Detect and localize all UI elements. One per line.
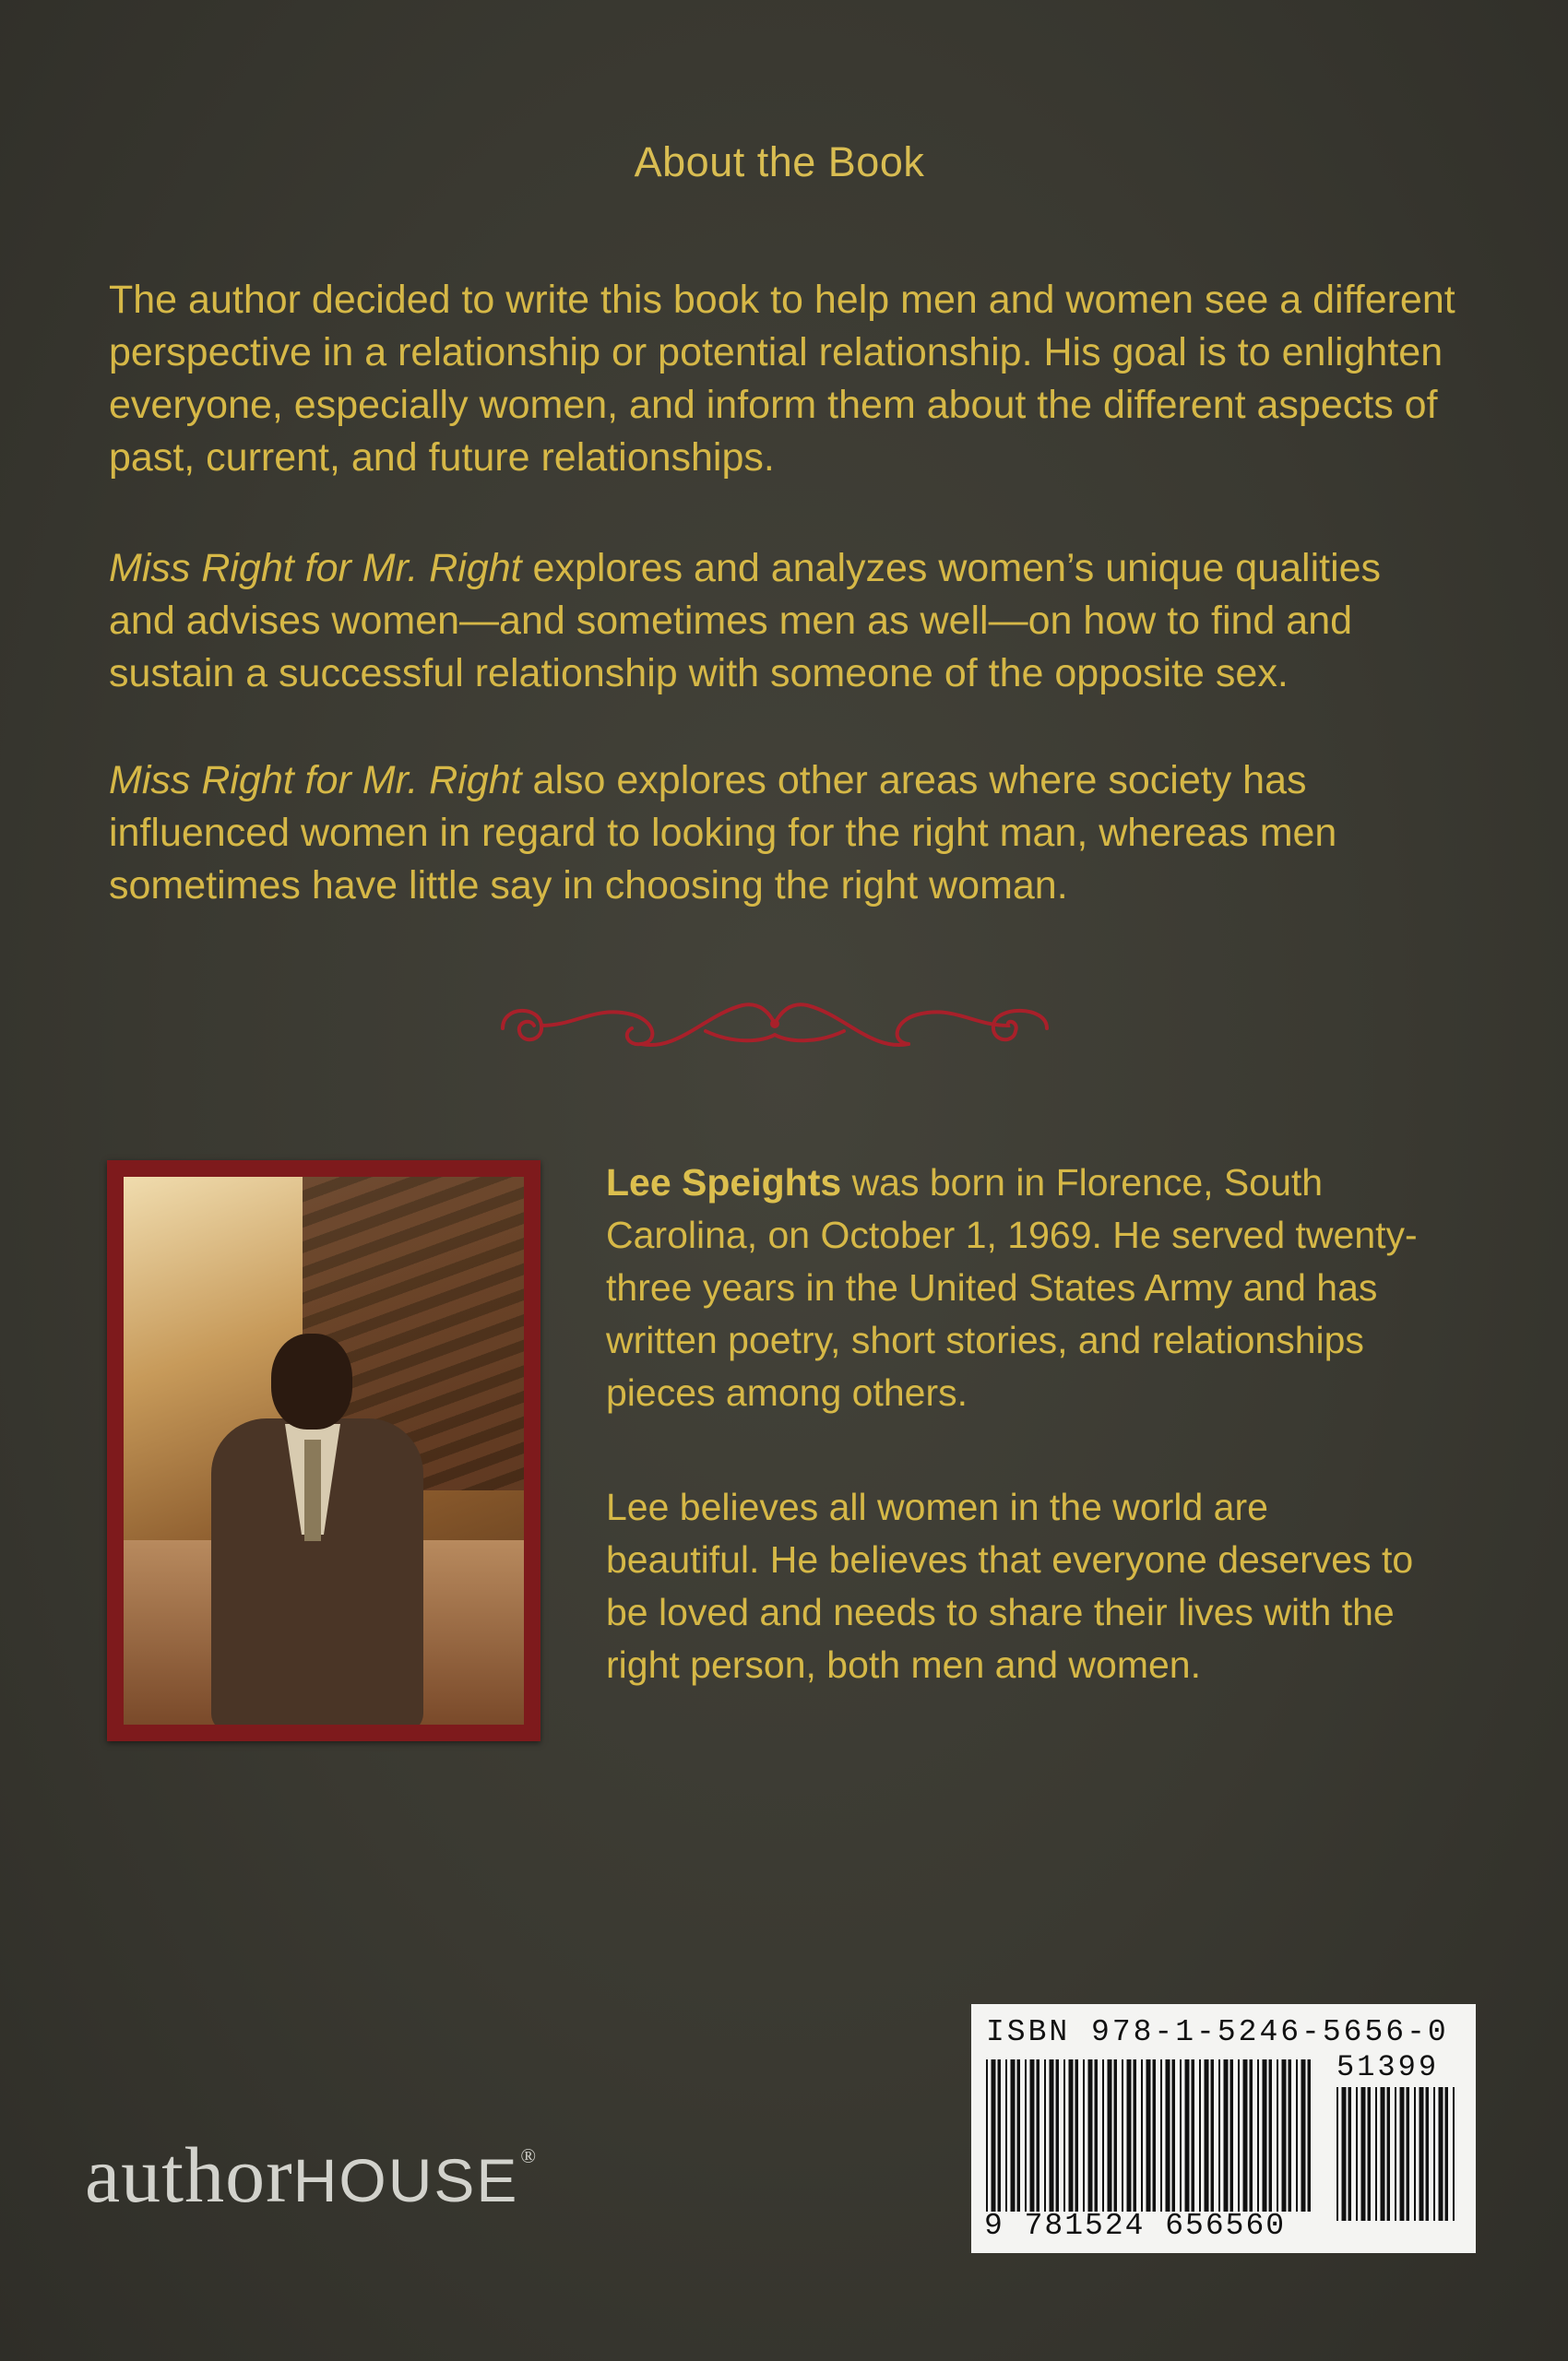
barcode-bar: [1218, 2059, 1220, 2212]
barcode-bar: [1185, 2059, 1190, 2212]
barcode-bar: [998, 2059, 1002, 2212]
barcode-bar: [1433, 2087, 1435, 2221]
author-bio-paragraph-2: Lee believes all women in the world are beautiful. He believes that everyone deserves to be loved and needs to share their lives with the right person, both men and women.: [606, 1486, 1414, 1686]
publisher-logo-lower: author: [85, 2130, 293, 2219]
ean-barcode-bars: [986, 2059, 1318, 2212]
barcode-bar: [1192, 2059, 1195, 2212]
barcode-bar: [1224, 2059, 1229, 2212]
barcode-bar: [1269, 2059, 1273, 2212]
barcode-bar: [1296, 2059, 1298, 2212]
barcode-bar: [1199, 2059, 1201, 2212]
barcode-bar: [1439, 2087, 1443, 2221]
barcode-bar: [1180, 2059, 1182, 2212]
publisher-logo-caps: HOUSE: [292, 2146, 519, 2214]
author-bio-1-text: was born in Florence, South Carolina, on October 1, 1969. He served twenty-three years in the United States Army and has written poetry, short stories, and relationships pieces among others.: [606, 1161, 1418, 1414]
barcode-bar: [1114, 2059, 1118, 2212]
isbn-barcode: [971, 2004, 1476, 2253]
barcode-bar: [1414, 2087, 1416, 2221]
barcode-bar: [986, 2059, 988, 2212]
barcode-bar: [1250, 2059, 1253, 2212]
price-code: 51399: [1336, 2050, 1440, 2084]
ean-digits: 9 781524 656560: [984, 2209, 1287, 2243]
barcode-bar: [1127, 2059, 1132, 2212]
author-bio-paragraph-1: [606, 1157, 1418, 1419]
barcode-bar: [1069, 2059, 1074, 2212]
barcode-bar: [1277, 2059, 1278, 2212]
barcode-bar: [1088, 2059, 1093, 2212]
barcode-bar: [1056, 2059, 1060, 2212]
barcode-bar: [1011, 2059, 1016, 2212]
barcode-bar: [1075, 2059, 1079, 2212]
barcode-bar: [1356, 2087, 1358, 2221]
barcode-bar: [1037, 2059, 1040, 2212]
author-photo: [124, 1177, 524, 1725]
barcode-bar: [1172, 2059, 1176, 2212]
barcode-bar: [1407, 2087, 1410, 2221]
barcode-bar: [1211, 2059, 1215, 2212]
price-barcode-bars: [1336, 2087, 1456, 2221]
barcode-bar: [1445, 2087, 1449, 2221]
author-figure-head: [271, 1334, 352, 1430]
barcode-bar: [1134, 2059, 1137, 2212]
book-title-italic: Miss Right for Mr. Right: [109, 546, 522, 590]
barcode-bar: [1263, 2059, 1267, 2212]
barcode-bar: [1146, 2059, 1151, 2212]
barcode-bar: [1025, 2059, 1027, 2212]
barcode-bar: [1160, 2059, 1162, 2212]
barcode-bar: [992, 2059, 996, 2212]
barcode-bar: [1282, 2059, 1287, 2212]
barcode-bar: [1238, 2059, 1240, 2212]
barcode-bar: [1095, 2059, 1099, 2212]
book-title-italic: Miss Right for Mr. Right: [109, 758, 522, 802]
about-paragraph-3: [109, 754, 1455, 912]
barcode-bar: [1308, 2059, 1312, 2212]
barcode-bar: [1453, 2087, 1455, 2221]
barcode-bar: [1257, 2059, 1259, 2212]
barcode-bar: [1336, 2087, 1338, 2221]
barcode-bar: [1426, 2087, 1430, 2221]
barcode-bar: [1230, 2059, 1234, 2212]
author-name: Lee Speights: [606, 1161, 842, 1204]
barcode-bar: [1205, 2059, 1209, 2212]
about-paragraph-3-text: also explores other areas where society has influenced women in regard to looking for the right man, whereas men sometimes have little say in choosing the right woman.: [109, 758, 1337, 908]
registered-mark: ®: [520, 2144, 538, 2167]
barcode-bar: [1368, 2087, 1372, 2221]
about-paragraph-1: The author decided to write this book to help men and women see a different perspective in a relationship or potential relationship. His goal is to enlighten everyone, especially women, and inform them about the different aspects of past, current, and future relationships.: [109, 278, 1455, 480]
barcode-bar: [1301, 2059, 1306, 2212]
barcode-bar: [1122, 2059, 1123, 2212]
barcode-bar: [1108, 2059, 1112, 2212]
barcode-bar: [1395, 2087, 1396, 2221]
barcode-bar: [1289, 2059, 1292, 2212]
about-paragraph-2: [109, 542, 1455, 700]
barcode-bar: [1381, 2087, 1385, 2221]
author-photo-frame: [107, 1160, 540, 1741]
barcode-bar: [1102, 2059, 1104, 2212]
barcode-bar: [1005, 2059, 1007, 2212]
barcode-bar: [1141, 2059, 1143, 2212]
barcode-bar: [1017, 2059, 1021, 2212]
barcode-bar: [1044, 2059, 1046, 2212]
barcode-bar: [1400, 2087, 1405, 2221]
barcode-bar: [1420, 2087, 1424, 2221]
author-tie: [304, 1440, 321, 1541]
barcode-bar: [1063, 2059, 1065, 2212]
about-heading: About the Book: [634, 138, 925, 185]
publisher-logo: [85, 2129, 537, 2221]
barcode-bar: [1030, 2059, 1035, 2212]
barcode-bar: [1348, 2087, 1352, 2221]
barcode-bar: [1387, 2087, 1391, 2221]
flourish-divider-ornament: [493, 978, 1056, 1070]
barcode-bar: [1153, 2059, 1157, 2212]
barcode-bar: [1342, 2087, 1347, 2221]
isbn-number: ISBN 978-1-5246-5656-0: [986, 2015, 1449, 2049]
barcode-bar: [1166, 2059, 1170, 2212]
barcode-bar: [1083, 2059, 1085, 2212]
barcode-bar: [1243, 2059, 1248, 2212]
barcode-bar: [1361, 2087, 1366, 2221]
barcode-bar: [1375, 2087, 1377, 2221]
barcode-bar: [1050, 2059, 1054, 2212]
about-paragraph-2-text: explores and analyzes women’s unique qualities and advises women—and sometimes men as well—on how to find and sustain a successful relationship with someone of the opposite sex.: [109, 546, 1382, 695]
